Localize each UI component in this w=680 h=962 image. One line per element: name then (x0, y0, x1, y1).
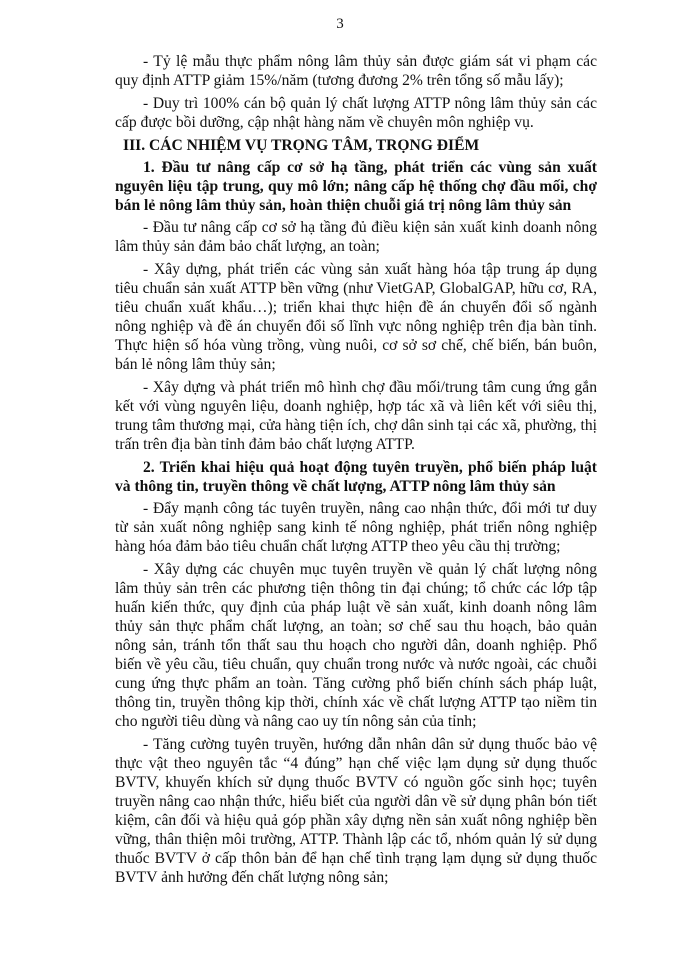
document-body (115, 52, 597, 891)
paragraph: - Tăng cường tuyên truyền, hướng dẫn nhân dân sử dụng thuốc bảo vệ thực vật theo nguyên tắc “4 đúng” hạn chế việc lạm dụng sử dụng thuốc BVTV, khuyến khích sử dụng thuốc BVTV có nguồn gốc sinh học; tuyên truyền nâng cao nhận thức, hiểu biết của người dân về sử dụng phân bón tiết kiệm, cân đối và hiệu quả góp phần xây dựng nền sản xuất nông nghiệp bền vững, thân thiện môi trường, ATTP. Thành lập các tổ, nhóm quản lý sử dụng thuốc BVTV ở cấp thôn bản để hạn chế tình trạng lạm dụng sử dụng thuốc BVTV ảnh hưởng đến chất lượng nông sản; (115, 736, 597, 886)
subsection-1-heading: 1. Đầu tư nâng cấp cơ sở hạ tầng, phát triển các vùng sản xuất nguyên liệu tập trung, quy mô lớn; nâng cấp hệ thống chợ đầu mối, chợ bán lẻ nông lâm thủy sản, hoàn thiện chuỗi giá trị nông lâm thủy sản (115, 159, 597, 214)
paragraph: - Xây dựng và phát triển mô hình chợ đầu mối/trung tâm cung ứng gắn kết với vùng nguyên liệu, doanh nghiệp, hợp tác xã và liên kết với siêu thị, trung tâm thương mại, cửa hàng tiện ích, chợ dân sinh tại các xã, phường, thị trấn trên địa bàn tỉnh đảm bảo chất lượng ATTP. (115, 379, 597, 453)
section-heading: III. CÁC NHIỆM VỤ TRỌNG TÂM, TRỌNG ĐIỂM (123, 137, 480, 154)
paragraph: - Xây dựng, phát triển các vùng sản xuất hàng hóa tập trung áp dụng tiêu chuẩn sản xuất ATTP bền vững (như VietGAP, GlobalGAP, hữu cơ, RA, tiêu chuẩn xuất khẩu…); triển khai thực hiện đề án chuyển đổi số ngành nông nghiệp và đề án chuyển đổi số lĩnh vực nông nghiệp trên địa bàn tỉnh. Thực hiện số hóa vùng trồng, vùng nuôi, cơ sở sơ chế, chế biến, bán buôn, bán lẻ nông lâm thủy sản; (115, 261, 597, 373)
paragraph: - Xây dựng các chuyên mục tuyên truyền về quản lý chất lượng nông lâm thủy sản trên các phương tiện thông tin đại chúng; tổ chức các lớp tập huấn kiến thức, quy định của pháp luật về sản xuất, kinh doanh nông lâm thủy sản thực phẩm chất lượng, an toàn; sơ chế sau thu hoạch, bảo quản nông sản, tránh tổn thất sau thu hoạch cho người dân, doanh nghiệp. Phổ biến về yêu cầu, tiêu chuẩn, quy chuẩn trong nước và nước ngoài, các chuỗi cung ứng thực phẩm an toàn. Tăng cường phổ biến chính sách pháp luật, thông tin, truyền thông kịp thời, chính xác về chất lượng ATTP tạo niềm tin cho người tiêu dùng và nâng cao uy tín nông sản của tỉnh; (115, 561, 597, 730)
paragraph: - Đầu tư nâng cấp cơ sở hạ tầng đủ điều kiện sản xuất kinh doanh nông lâm thủy sản đảm bảo chất lượng, an toàn; (115, 219, 597, 255)
paragraph: - Đẩy mạnh công tác tuyên truyền, nâng cao nhận thức, đổi mới tư duy từ sản xuất nông nghiệp sang kinh tế nông nghiệp, phát triển nông nghiệp hàng hóa đảm bảo tiêu chuẩn chất lượng ATTP theo yêu cầu thị trường; (115, 500, 597, 555)
page-number: 3 (336, 16, 344, 32)
subsection-2-heading: 2. Triển khai hiệu quả hoạt động tuyên truyền, phổ biến pháp luật và thông tin, truyền thông về chất lượng, ATTP nông lâm thủy sản (115, 459, 597, 495)
paragraph: - Duy trì 100% cán bộ quản lý chất lượng ATTP nông lâm thủy sản các cấp được bồi dưỡng, cập nhật hàng năm về chuyên môn nghiệp vụ. (115, 95, 597, 131)
paragraph: - Tỷ lệ mẫu thực phẩm nông lâm thủy sản được giám sát vi phạm các quy định ATTP giảm 15%/năm (tương đương 2% trên tổng số mẫu lấy); (115, 53, 597, 89)
